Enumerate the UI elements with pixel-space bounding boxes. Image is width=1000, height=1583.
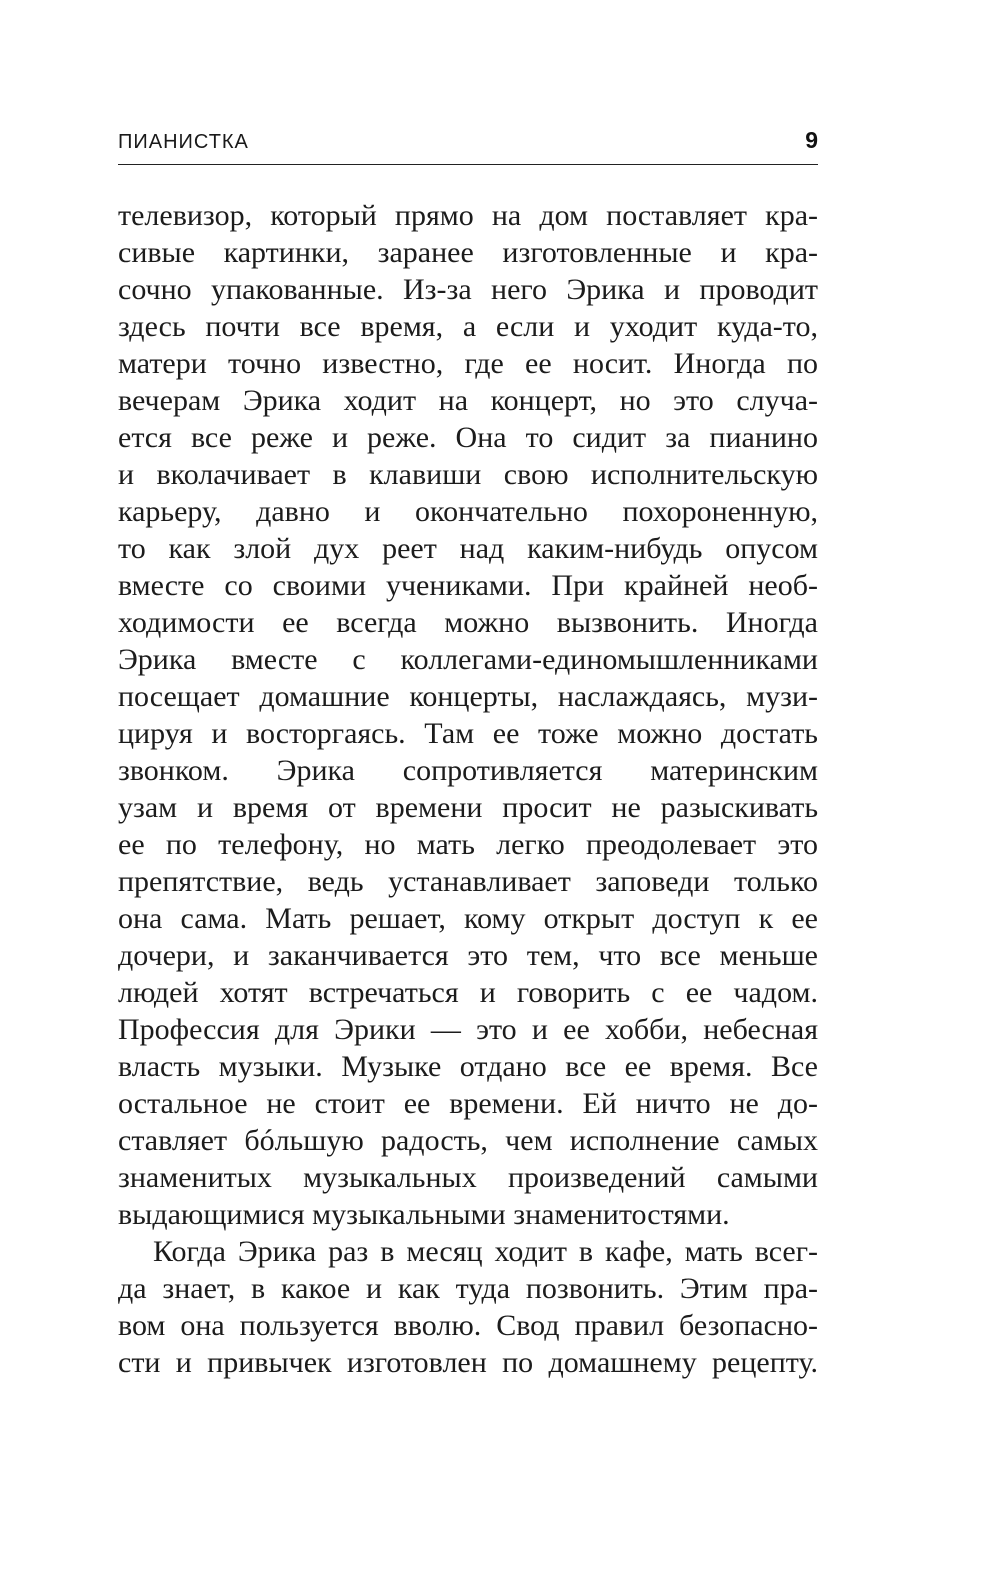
text-line: да знает, в какое и как туда позвонить. Этим пра- — [118, 1272, 818, 1305]
text-line: ходимости ее всегда можно вызвонить. Иногда — [118, 606, 818, 639]
text-line: людей хотят встречаться и говорить с ее чадом. — [118, 976, 818, 1009]
text-line: сти и привычек изготовлен по домашнему рецепту. — [118, 1346, 818, 1379]
text-line: Профессия для Эрики — это и ее хобби, небесная — [118, 1013, 818, 1046]
text-line: узам и время от времени просит не разыскивать — [118, 791, 818, 824]
text-line: сочно упакованные. Из-за него Эрика и проводит — [118, 273, 818, 306]
text-line: остальное не стоит ее времени. Ей ничто не до- — [118, 1087, 818, 1120]
text-line: телевизор, который прямо на дом поставляет кра- — [118, 199, 818, 232]
text-line: знаменитых музыкальных произведений самыми — [118, 1161, 818, 1194]
text-line: цируя и восторгаясь. Там ее тоже можно достать — [118, 717, 818, 750]
text-line: вечерам Эрика ходит на концерт, но это случа- — [118, 384, 818, 417]
page-number: 9 — [805, 127, 818, 153]
paragraph-1 — [118, 197, 818, 1233]
text-line: власть музыки. Музыке отдано все ее время. Все — [118, 1050, 818, 1083]
text-line: здесь почти все время, а если и уходит куда-то, — [118, 310, 818, 343]
text-line: вместе со своими учениками. При крайней необ- — [118, 569, 818, 602]
text-line: ее по телефону, но мать легко преодолевает это — [118, 828, 818, 861]
text-line: препятствие, ведь устанавливает заповеди только — [118, 865, 818, 898]
paragraph-2 — [118, 1233, 818, 1381]
text-line: сивые картинки, заранее изготовленные и кра- — [118, 236, 818, 269]
text-line: посещает домашние концерты, наслаждаясь, музи- — [118, 680, 818, 713]
text-line: она сама. Мать решает, кому открыт доступ к ее — [118, 902, 818, 935]
text-line: дочери, и заканчивается это тем, что все меньше — [118, 939, 818, 972]
text-line: Эрика вместе с коллегами-единомышленниками — [118, 643, 818, 676]
text-line: и вколачивает в клавиши свою исполнительскую — [118, 458, 818, 491]
text-line: карьеру, давно и окончательно похороненную, — [118, 495, 818, 528]
text-line: выдающимися музыкальными знаменитостями. — [118, 1198, 730, 1231]
running-title: ПИАНИСТКА — [118, 131, 249, 153]
body-text — [118, 197, 818, 1381]
text-line: то как злой дух реет над каким-нибудь опусом — [118, 532, 818, 565]
text-line: звонком. Эрика сопротивляется материнским — [118, 754, 818, 787]
text-line: матери точно известно, где ее носит. Иногда по — [118, 347, 818, 380]
text-line: ставляет бóльшую радость, чем исполнение самых — [118, 1124, 818, 1157]
text-line: вом она пользуется вволю. Свод правил безопасно- — [118, 1309, 818, 1342]
text-line: Когда Эрика раз в месяц ходит в кафе, мать всег- — [153, 1235, 818, 1268]
running-header — [118, 124, 818, 165]
text-line: ется все реже и реже. Она то сидит за пианино — [118, 421, 818, 454]
